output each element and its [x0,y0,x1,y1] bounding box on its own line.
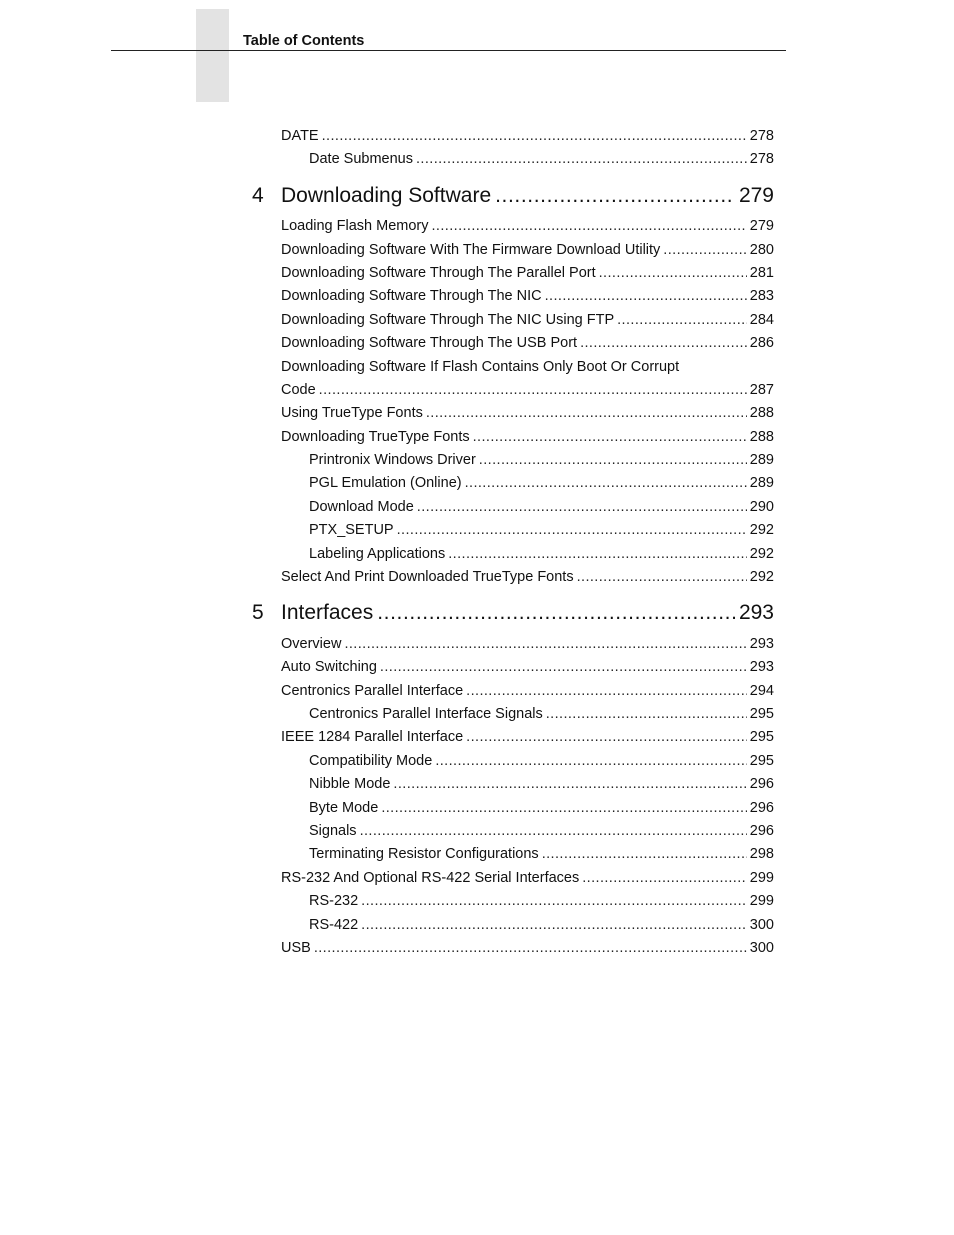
toc-page-number: 278 [749,128,774,144]
toc-entry-title: Downloading Software Through The NIC [281,288,542,304]
toc-entry[interactable] [281,334,774,352]
toc-subentry[interactable] [309,892,774,910]
dot-leader [344,635,746,653]
toc-entry[interactable] [281,635,774,653]
dot-leader [495,183,735,209]
toc-entry-title: Downloading Software Through The Parallel Port [281,265,596,281]
toc-subentry[interactable] [309,150,774,168]
toc-subentry[interactable] [309,845,774,863]
toc-page-number: 300 [749,917,774,933]
dot-leader [580,334,747,352]
toc-entry-title: Downloading Software [281,184,492,207]
toc-entry-title: Downloading Software With The Firmware Download Utility [281,242,661,258]
toc-entry-title: Downloading Software If Flash Contains Only Boot Or Corrupt [281,359,680,375]
toc-page-number: 293 [749,659,774,675]
toc-page-number: 279 [738,184,774,207]
toc-entry[interactable] [281,404,774,422]
toc-page-number: 295 [749,729,774,745]
toc-entry[interactable] [281,311,774,329]
toc-entry[interactable] [281,428,774,446]
toc-entry-title: Downloading Software Through The NIC Using FTP [281,312,615,328]
toc-subentry[interactable] [309,498,774,516]
toc-entry-title: DATE [281,128,319,144]
toc-page-number: 288 [749,405,774,421]
toc-entry[interactable] [281,658,774,676]
toc-entry-title: Select And Print Downloaded TrueType Fonts [281,569,574,585]
dot-leader [466,682,747,700]
dot-leader [361,892,747,910]
toc-entry[interactable] [281,728,774,746]
toc-entry[interactable] [281,568,774,586]
dot-leader [617,311,747,329]
toc-page-number: 296 [749,800,774,816]
dot-leader [466,728,747,746]
toc-entry-title: Byte Mode [309,800,379,816]
toc-subentry[interactable] [309,799,774,817]
toc-entry-title: RS-232 And Optional RS-422 Serial Interfaces [281,870,580,886]
toc-entry-title: Download Mode [309,499,414,515]
toc-entry-title: Labeling Applications [309,546,446,562]
toc-entry[interactable] [281,939,774,957]
toc-entry[interactable] [281,287,774,305]
toc-entry-title: Signals [309,823,357,839]
toc-subentry[interactable] [309,822,774,840]
toc-page-number: 294 [749,683,774,699]
dot-leader [397,521,747,539]
toc-page-number: 296 [749,776,774,792]
toc-entry[interactable] [281,241,774,259]
dot-leader [432,217,747,235]
dot-leader [465,474,747,492]
toc-entry-title: Downloading Software Through The USB Port [281,335,578,351]
toc-subentry[interactable] [309,705,774,723]
dot-leader [319,381,747,399]
toc-entry-title: Using TrueType Fonts [281,405,423,421]
toc-page-number: 295 [749,706,774,722]
toc-chapter-heading[interactable] [252,183,774,209]
toc-page-number: 290 [749,499,774,515]
dot-leader [314,939,747,957]
toc-page-number: 295 [749,753,774,769]
toc-entry-title: Compatibility Mode [309,753,433,769]
toc-page-number: 289 [749,475,774,491]
toc-subentry[interactable] [309,521,774,539]
toc-subentry[interactable] [309,451,774,469]
toc-entry-title: Centronics Parallel Interface Signals [309,706,543,722]
toc-entry-title: RS-422 [309,917,359,933]
toc-page-number: 283 [749,288,774,304]
dot-leader [599,264,747,282]
dot-leader [663,241,747,259]
chapter-number: 5 [252,601,264,624]
toc-entry[interactable] [281,127,774,145]
toc-entry[interactable] [281,264,774,282]
toc-page-number: 287 [749,382,774,398]
toc-entry-title: USB [281,940,311,956]
toc-page-number: 299 [749,893,774,909]
dot-leader [393,775,746,793]
dot-leader [361,916,747,934]
toc-entry-title: Terminating Resistor Configurations [309,846,539,862]
toc-entry-title: Date Submenus [309,151,413,167]
toc-page-number: 298 [749,846,774,862]
toc-page-number: 299 [749,870,774,886]
toc-entry-title: RS-232 [309,893,359,909]
dot-leader [322,127,747,145]
toc-page-number: 292 [749,522,774,538]
toc-entry-title: Nibble Mode [309,776,391,792]
toc-entry-title: Code [281,382,316,398]
dot-leader [381,799,746,817]
toc-page-number: 281 [749,265,774,281]
dot-leader [479,451,747,469]
chapter-number: 4 [252,184,264,207]
toc-page-number: 280 [749,242,774,258]
dot-leader [473,428,747,446]
toc-entry[interactable] [281,358,774,376]
dot-leader [542,845,747,863]
toc-subentry[interactable] [309,545,774,563]
toc-entry-title: Downloading TrueType Fonts [281,429,470,445]
toc-page-number: 288 [749,429,774,445]
toc-page-number: 289 [749,452,774,468]
dot-leader [545,287,747,305]
toc-subentry[interactable] [309,916,774,934]
toc-chapter-heading[interactable] [252,600,774,626]
dot-leader [577,568,747,586]
toc-subentry[interactable] [309,752,774,770]
toc-entry[interactable] [281,217,774,235]
running-header-title: Table of Contents [243,33,365,49]
toc-entry-title: Interfaces [281,601,374,624]
toc-page-number: 293 [749,636,774,652]
toc-entry-title: Centronics Parallel Interface [281,683,464,699]
dot-leader [448,545,747,563]
toc-entry-title: Printronix Windows Driver [309,452,476,468]
toc-subentry[interactable] [309,474,774,492]
toc-entry[interactable] [281,682,774,700]
toc-entry-title: Auto Switching [281,659,377,675]
toc-page-number: 293 [738,601,774,624]
dot-leader [546,705,747,723]
dot-leader [417,498,747,516]
toc-page-number: 292 [749,569,774,585]
dot-leader [426,404,747,422]
toc-page-number: 300 [749,940,774,956]
dot-leader [360,822,747,840]
toc-page-number: 278 [749,151,774,167]
toc-page-number: 296 [749,823,774,839]
toc-page-number: 292 [749,546,774,562]
toc-entry[interactable] [281,381,774,399]
dot-leader [416,150,747,168]
dot-leader [582,869,747,887]
toc-page-number: 286 [749,335,774,351]
dot-leader [380,658,747,676]
toc-entry-title: Loading Flash Memory [281,218,429,234]
toc-page-number: 279 [749,218,774,234]
toc-page-number: 284 [749,312,774,328]
toc-entry-title: PTX_SETUP [309,522,394,538]
dot-leader [435,752,746,770]
toc-subentry[interactable] [309,775,774,793]
dot-leader [377,600,735,626]
toc-entry-title: IEEE 1284 Parallel Interface [281,729,464,745]
toc-entry-title: PGL Emulation (Online) [309,475,462,491]
toc-entry[interactable] [281,869,774,887]
toc-entry-title: Overview [281,636,342,652]
